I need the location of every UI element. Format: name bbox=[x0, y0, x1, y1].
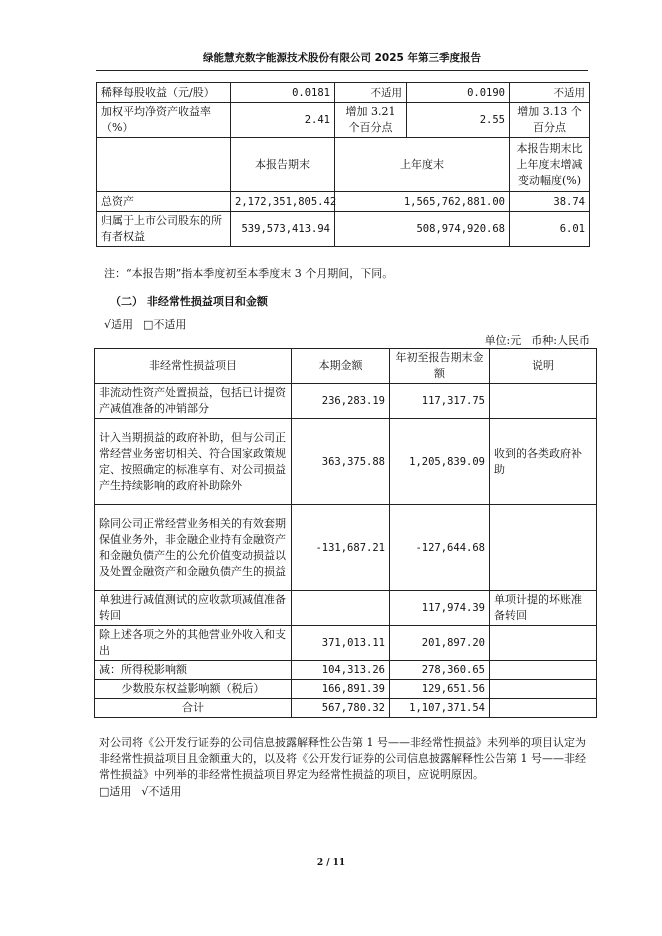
column-header: 非经常性损益项目 bbox=[95, 349, 292, 384]
cell-value: 104,313.26 bbox=[292, 661, 390, 680]
cell-value: 1,565,762,881.00 bbox=[335, 192, 510, 212]
cell-value: 0.0190 bbox=[407, 83, 510, 103]
not-applicable-unchecked: □不适用 bbox=[143, 318, 187, 331]
cell-note: 收到的各类政府补助 bbox=[490, 419, 597, 505]
note-text: 注：“本报告期”指本季度初至本季度末 3 个月期间，下同。 bbox=[104, 267, 394, 280]
applicable-checked: √适用 bbox=[104, 318, 134, 331]
total-row bbox=[95, 699, 597, 718]
cell-value: 166,891.39 bbox=[292, 680, 390, 699]
cell-value: 增加 3.13 个百分点 bbox=[510, 103, 590, 138]
table-row bbox=[97, 83, 590, 103]
cell-value: 增加 3.21 个百分点 bbox=[335, 103, 407, 138]
unit-label: 单位:元 bbox=[484, 334, 522, 347]
table-row bbox=[97, 212, 590, 247]
column-header: 上年度末 bbox=[335, 138, 510, 192]
cell-value: 不适用 bbox=[510, 83, 590, 103]
table-header-row bbox=[97, 138, 590, 192]
cell-value: 201,897.20 bbox=[390, 626, 490, 661]
table-row bbox=[95, 384, 597, 419]
cell-value: 508,974,920.68 bbox=[335, 212, 510, 247]
item-label: 合计 bbox=[95, 699, 292, 718]
row-label: 加权平均净资产收益率（%） bbox=[97, 103, 231, 138]
table-row bbox=[97, 103, 590, 138]
cell-value: 129,651.56 bbox=[390, 680, 490, 699]
table-row bbox=[97, 192, 590, 212]
column-header: 说明 bbox=[490, 349, 597, 384]
item-label: 少数股东权益影响额（税后） bbox=[95, 680, 292, 699]
cell-note bbox=[490, 384, 597, 419]
cell-value: 2,172,351,805.42 bbox=[231, 192, 335, 212]
cell-value: 不适用 bbox=[335, 83, 407, 103]
cell-value: 539,573,413.94 bbox=[231, 212, 335, 247]
cell-note bbox=[490, 661, 597, 680]
cell-value: 236,283.19 bbox=[292, 384, 390, 419]
cell-value: 2.55 bbox=[407, 103, 510, 138]
currency-label: 币种:人民币 bbox=[531, 334, 590, 347]
table-row bbox=[95, 680, 597, 699]
column-header: 本期金额 bbox=[292, 349, 390, 384]
cell-value: 1,205,839.09 bbox=[390, 419, 490, 505]
table-header-row bbox=[95, 349, 597, 384]
item-label: 除同公司正常经营业务相关的有效套期保值业务外，非金融企业持有金融资产和金融负债产生的公允价值变动损益以及处置金融资产和金融负债产生的损益 bbox=[95, 505, 292, 591]
cell-value: 6.01 bbox=[510, 212, 590, 247]
row-label: 稀释每股收益（元/股） bbox=[97, 83, 231, 103]
applicability-line bbox=[104, 316, 186, 332]
table-row bbox=[95, 661, 597, 680]
table-row bbox=[95, 505, 597, 591]
cell-value: 38.74 bbox=[510, 192, 590, 212]
cell-value: -127,644.68 bbox=[390, 505, 490, 591]
item-label: 单独进行减值测试的应收款项减值准备转回 bbox=[95, 591, 292, 626]
item-label: 除上述各项之外的其他营业外收入和支出 bbox=[95, 626, 292, 661]
key-financial-table bbox=[96, 82, 590, 247]
table-row bbox=[95, 626, 597, 661]
applicability-line-2 bbox=[99, 783, 181, 799]
item-label: 计入当期损益的政府补助，但与公司正常经营业务密切相关、符合国家政策规定、按照确定的标准享有、对公司损益产生持续影响的政府补助除外 bbox=[95, 419, 292, 505]
applicable-unchecked: □适用 bbox=[99, 785, 132, 798]
cell-value: 371,013.11 bbox=[292, 626, 390, 661]
blank-cell bbox=[97, 138, 231, 192]
column-header: 年初至报告期末金额 bbox=[390, 349, 490, 384]
page-number: 2 / 11 bbox=[316, 858, 346, 868]
section-title: （二） 非经常性损益项目和金额 bbox=[110, 295, 268, 308]
table-row bbox=[95, 591, 597, 626]
cell-value: 278,360.65 bbox=[390, 661, 490, 680]
row-label: 归属于上市公司股东的所有者权益 bbox=[97, 212, 231, 247]
not-applicable-checked: √不适用 bbox=[141, 785, 182, 798]
cell-note: 单项计提的坏账准备转回 bbox=[490, 591, 597, 626]
cell-note bbox=[490, 699, 597, 718]
cell-value bbox=[292, 591, 390, 626]
cell-note bbox=[490, 680, 597, 699]
unit-line bbox=[400, 332, 590, 348]
cell-value: 117,974.39 bbox=[390, 591, 490, 626]
row-label: 总资产 bbox=[97, 192, 231, 212]
cell-value: 2.41 bbox=[231, 103, 335, 138]
column-header: 本报告期末比上年度末增减变动幅度(%) bbox=[510, 138, 590, 192]
column-header: 本报告期末 bbox=[231, 138, 335, 192]
non-recurring-items-table bbox=[94, 348, 597, 718]
cell-value: 567,780.32 bbox=[292, 699, 390, 718]
cell-note bbox=[490, 505, 597, 591]
table-row bbox=[95, 419, 597, 505]
explanation-paragraph: 对公司将《公开发行证券的公司信息披露解释性公告第 1 号——非经常性损益》未列举的项目认定为非经常性损益项目且金额重大的，以及将《公开发行证券的公司信息披露解释性公告第 1 号——非经常性损益》中列举的非经常性损益项目界定为经常性损益的项目，应说明原因。 bbox=[99, 736, 586, 781]
cell-value: 1,107,371.54 bbox=[390, 699, 490, 718]
cell-value: 0.0181 bbox=[231, 83, 335, 103]
cell-note bbox=[490, 626, 597, 661]
cell-value: 117,317.75 bbox=[390, 384, 490, 419]
cell-value: -131,687.21 bbox=[292, 505, 390, 591]
item-label: 减：所得税影响额 bbox=[95, 661, 292, 680]
item-label: 非流动性资产处置损益，包括已计提资产减值准备的冲销部分 bbox=[95, 384, 292, 419]
cell-value: 363,375.88 bbox=[292, 419, 390, 505]
page-header: 绿能慧充数字能源技术股份有限公司 2025 年第三季度报告 bbox=[96, 50, 588, 71]
